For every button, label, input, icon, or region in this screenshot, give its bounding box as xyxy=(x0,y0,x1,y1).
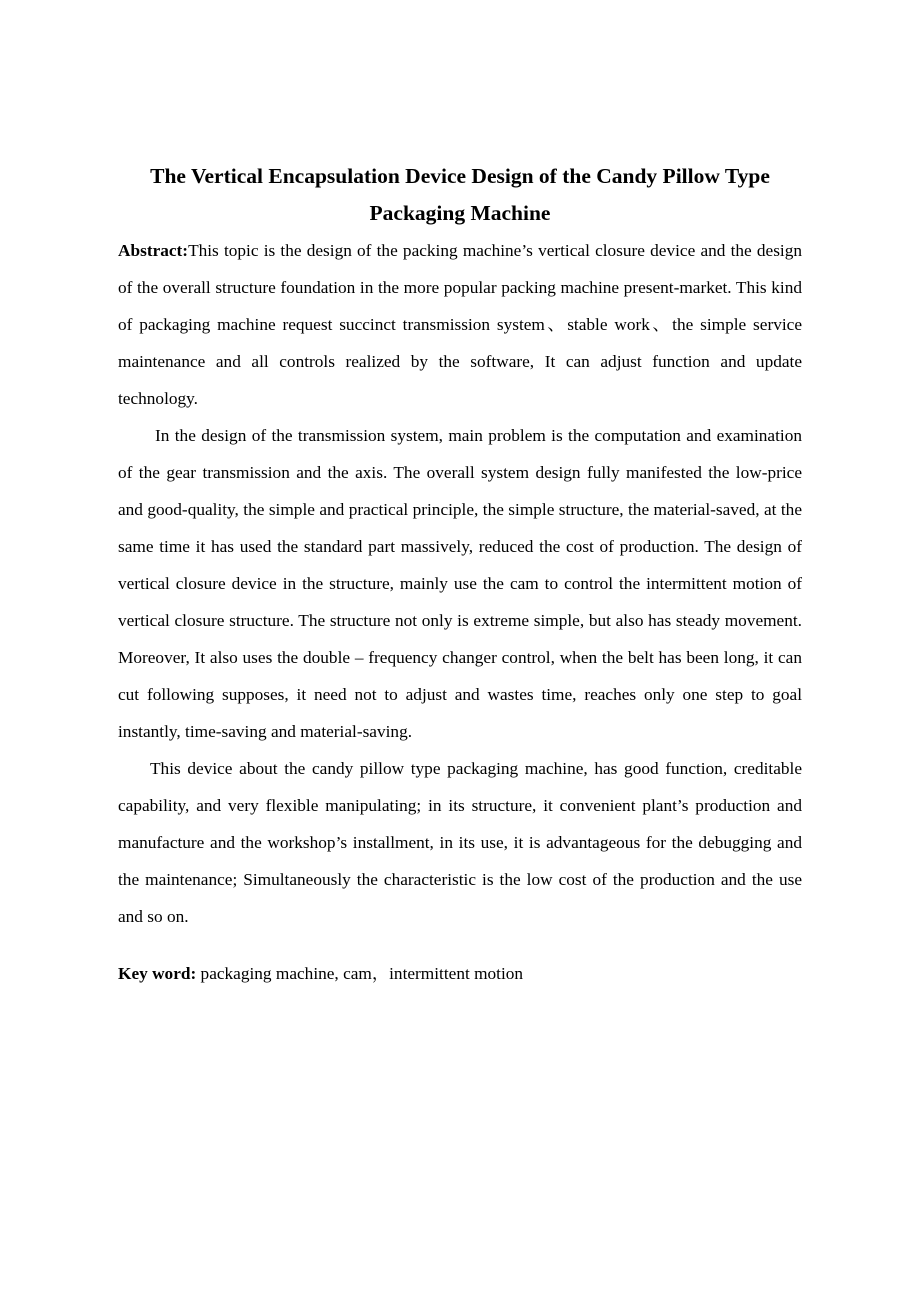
document-title: The Vertical Encapsulation Device Design of the Candy Pillow Type Packaging Machine xyxy=(150,164,770,225)
abstract-text: This topic is the design of the packing machine’s vertical closure device and the design of the overall structure foundation in the more popular packing machine present-market. This kind of packaging machine request succinct transmission system、stable work、the simple service maintenance and all controls realized by the software, It can adjust function and update technology. xyxy=(118,241,802,408)
document-page xyxy=(118,158,802,1003)
keywords-text: packaging machine, cam，intermittent motion xyxy=(196,964,524,983)
keywords-line xyxy=(118,962,802,986)
abstract-label: Abstract: xyxy=(118,241,189,260)
keywords-label: Key word: xyxy=(118,964,197,983)
body-paragraph-transmission: In the design of the transmission system, main problem is the computation and examination of the gear transmission and the axis. The overall system design fully manifested the low-price and good-quality, the simple and practical principle, the simple structure, the material-saved, at the same time it has used the standard part massively, reduced the cost of production. The design of vertical closure device in the structure, mainly use the cam to control the intermittent motion of vertical closure structure. The structure not only is extreme simple, but also has steady movement. Moreover, It also uses the double – frequency changer control, when the belt has been long, it can cut following supposes, it need not to adjust and wastes time, reaches only one step to goal instantly, time-saving and material-saving. xyxy=(118,426,802,741)
abstract-paragraph xyxy=(118,232,802,417)
body-paragraph-device: This device about the candy pillow type packaging machine, has good function, creditable capability, and very flexible manipulating; in its structure, it convenient plant’s production and manufacture and the workshop’s installment, in its use, it is advantageous for the debugging and the maintenance; Simultaneously the characteristic is the low cost of the production and the use and so on. xyxy=(118,759,802,926)
